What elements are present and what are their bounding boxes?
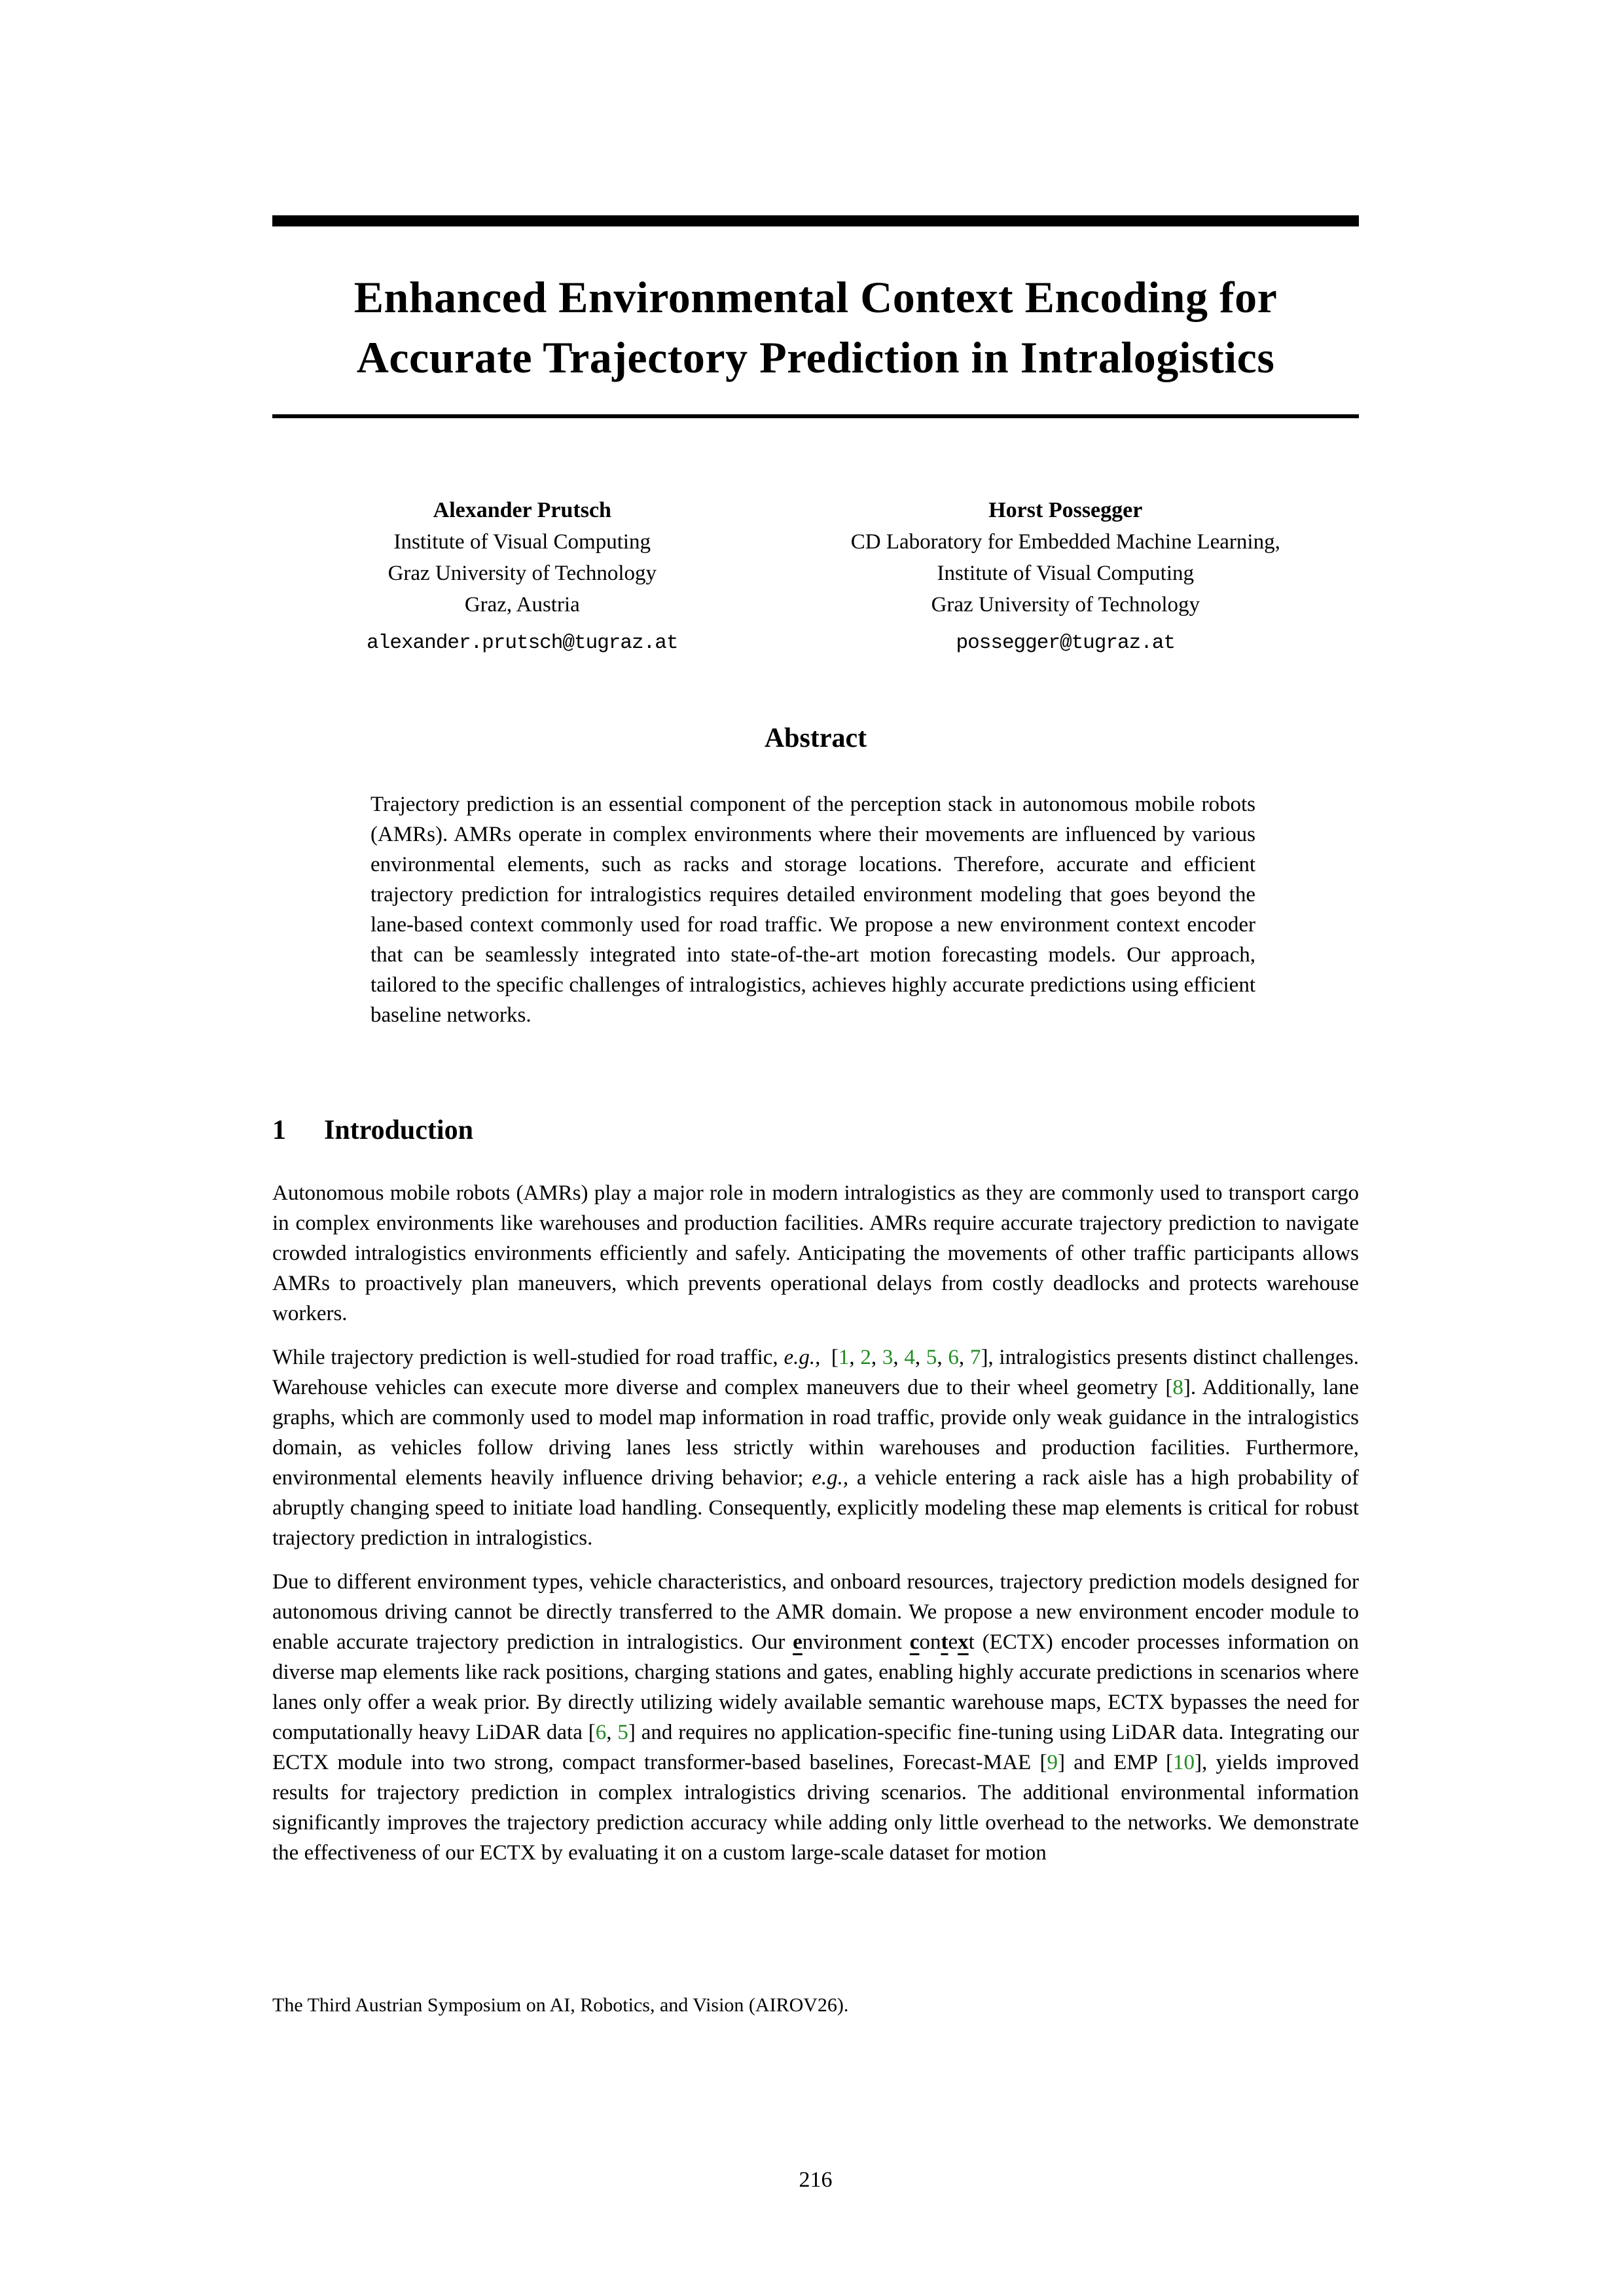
paper-title-line-1: Enhanced Environmental Context Encoding for xyxy=(353,272,1278,322)
conference-note: The Third Austrian Symposium on AI, Robotics, and Vision (AIROV26). xyxy=(272,1994,849,2016)
citation-number: 5 xyxy=(617,1721,628,1744)
citation-number: 10 xyxy=(1172,1751,1195,1774)
title-rule-top xyxy=(272,215,1359,226)
paragraph-2: While trajectory prediction is well-studied for road traffic, e.g., [1, 2, 3, 4, 5, 6, 7], intralogistics presents distinct challenges. Warehouse vehicles can execute more diverse and complex maneuvers due to their wheel geometry [8]. Additionally, lane graphs, which are commonly used to model map information in road traffic, provide only weak guidance in the intralogistics domain, as vehicles follow driving lanes less strictly within warehouses and production facilities. Furthermore, environmental elements heavily influence driving behavior; e.g., a vehicle entering a rack aisle has a high probability of abruptly changing speed to initiate load handling. Consequently, explicitly modeling these map elements is critical for robust trajectory prediction in intralogistics. xyxy=(272,1346,1360,1550)
citation-number: 4 xyxy=(904,1346,915,1369)
author-name: Alexander Prutsch xyxy=(433,498,611,522)
author-affiliation-line: Graz, Austria xyxy=(464,593,580,617)
section-heading-introduction xyxy=(272,1115,1359,1146)
citation-number: 8 xyxy=(1172,1376,1183,1399)
paragraph-1: Autonomous mobile robots (AMRs) play a major role in modern intralogistics as they are commonly used to transport cargo in complex environments like warehouses and production facilities. AMRs require accurate trajectory prediction to navigate crowded intralogistics environments efficiently and safely. Anticipating the movements of other traffic participants allows AMRs to proactively plan maneuvers, which prevents operational delays from costly deadlocks and protects warehouse workers. xyxy=(272,1181,1359,1325)
citation-number: 3 xyxy=(882,1346,893,1369)
authors-block xyxy=(272,495,1359,659)
section-title: Introduction xyxy=(324,1115,473,1145)
introduction-body xyxy=(272,1178,1359,1868)
citation-number: 6 xyxy=(948,1346,959,1369)
author-block-2 xyxy=(772,495,1359,659)
author-affiliation-line: Institute of Visual Computing xyxy=(937,562,1195,585)
citation-number: 2 xyxy=(860,1346,871,1369)
author-affiliation-line: Graz University of Technology xyxy=(931,593,1200,617)
section-number: 1 xyxy=(272,1115,286,1145)
page-number: 216 xyxy=(799,2168,833,2192)
citation-number: 5 xyxy=(926,1346,937,1369)
author-affiliation-line: Graz University of Technology xyxy=(388,562,657,585)
abstract-text: Trajectory prediction is an essential component of the perception stack in autonomous mobile robots (AMRs). AMRs operate in complex environments where their movements are influenced by various environmental elements, such as racks and storage locations. Therefore, accurate and efficient trajectory prediction for intralogistics requires detailed environment modeling that goes beyond the lane-based context commonly used for road traffic. We propose a new environment context encoder that can be seamlessly integrated into state-of-the-art motion forecasting models. Our approach, tailored to the specific challenges of intralogistics, achieves highly accurate predictions using efficient baseline networks. xyxy=(370,793,1255,1027)
paper-title-line-2: Accurate Trajectory Prediction in Intralogistics xyxy=(356,332,1275,382)
title-rule-bottom xyxy=(272,414,1359,418)
citation-number: 6 xyxy=(595,1721,607,1744)
paper-title xyxy=(272,267,1359,387)
author-name: Horst Possegger xyxy=(988,498,1143,522)
paragraph-3: Due to different environment types, vehicle characteristics, and onboard resources, trajectory prediction models designed for autonomous driving cannot be directly transferred to the AMR domain. We propose a new environment encoder module to enable accurate trajectory prediction in intralogistics. Our environment context (ECTX) encoder processes information on diverse map elements like rack positions, charging stations and gates, enabling highly accurate predictions in scenarios where lanes only offer a weak prior. By directly utilizing widely available semantic warehouse maps, ECTX bypasses the need for computationally heavy LiDAR data [6, 5] and requires no application-specific fine-tuning using LiDAR data. Integrating our ECTX module into two strong, compact transformer-based baselines, Forecast-MAE [9] and EMP [10], yields improved results for trajectory prediction in complex intralogistics driving scenarios. The additional environmental information significantly improves the trajectory prediction accuracy while adding only little overhead to the networks. We demonstrate the effectiveness of our ECTX by evaluating it on a custom large-scale dataset for motion xyxy=(272,1570,1359,1865)
author-email: possegger@tugraz.at xyxy=(956,632,1176,655)
abstract-heading: Abstract xyxy=(764,723,867,753)
author-block-1 xyxy=(272,495,772,659)
citation-number: 9 xyxy=(1047,1751,1058,1774)
author-email: alexander.prutsch@tugraz.at xyxy=(367,632,678,655)
citation-number: 7 xyxy=(969,1346,981,1369)
citation-number: 1 xyxy=(838,1346,850,1369)
author-affiliation-line: Institute of Visual Computing xyxy=(393,530,651,554)
author-affiliation-line: CD Laboratory for Embedded Machine Learning, xyxy=(850,530,1280,554)
